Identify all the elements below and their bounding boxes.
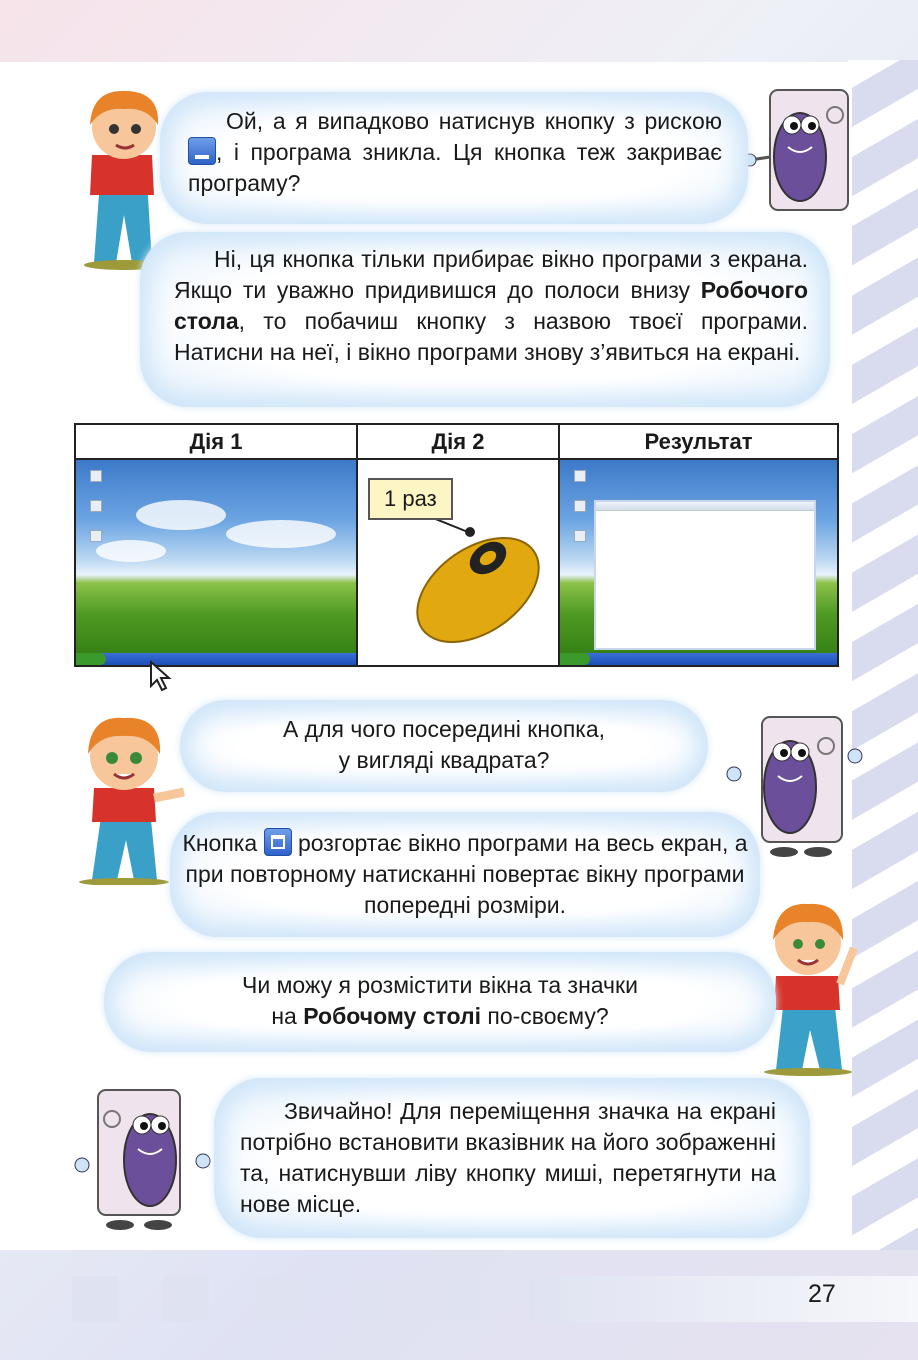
computer-character-icon — [70, 1085, 215, 1235]
boy-question-bubble-3 — [104, 952, 776, 1052]
cursor-arrow-icon — [148, 660, 174, 692]
boy-question-bubble-2 — [180, 700, 708, 792]
header-action-1: Дія 1 — [75, 424, 357, 459]
desktop-screenshot — [75, 459, 357, 666]
mouse-icon — [398, 520, 548, 650]
header-action-2: Дія 2 — [357, 424, 559, 459]
question2-line1: А для чого посередині кнопка, — [282, 716, 606, 742]
footer-decoration — [72, 1276, 118, 1322]
result-screenshot — [559, 459, 838, 666]
answer-text-part1: Ні, ця кнопка тільки прибирає вікно програми з екрана. Якщо ти уважно придивишся до полоси внизу — [174, 246, 808, 303]
click-count-label: 1 раз — [368, 478, 453, 520]
action-table — [74, 423, 839, 667]
table-row — [75, 459, 838, 666]
question3-post: по-своєму? — [480, 1003, 609, 1029]
opened-window — [594, 500, 816, 650]
mouse-click-cell — [357, 459, 559, 666]
computer-character-icon — [740, 85, 865, 225]
page-number: 27 — [808, 1280, 836, 1308]
footer-decoration — [345, 1276, 391, 1322]
answer-text-part2: , то побачиш кнопку з назвою твоєї програми. Натисни на неї, і вікно програми знову з’явиться на екрані. — [174, 308, 808, 365]
question3-line1: Чи можу я розмістити вікна та значки — [242, 972, 638, 998]
maximize-button-icon — [264, 828, 292, 856]
question-text-part1: Ой, а я випадково натиснув кнопку з рискою — [226, 108, 722, 134]
answer3-text: Звичайно! Для переміщення значка на екрані потрібно встановити вказівник на його зображенні та, натиснувши ліву кнопку миші, перетягнути на нове місце. — [240, 1098, 776, 1217]
table-header-row — [75, 424, 838, 459]
footer-decoration — [436, 1276, 482, 1322]
question2-line2: у вигляді квадрата? — [338, 747, 550, 773]
answer2-part2: розгортає вікно програми на весь екран, а при повторному натисканні повертає вікну програми попередні розміри. — [185, 830, 748, 918]
computer-answer-bubble-2 — [170, 812, 760, 937]
question3-pre: на — [271, 1003, 304, 1029]
footer-decoration — [163, 1276, 209, 1322]
header-result: Результат — [559, 424, 838, 459]
computer-answer-bubble-3 — [214, 1078, 810, 1238]
question3-bold-term: Робочому столі — [303, 1003, 481, 1029]
footer-decoration — [254, 1276, 300, 1322]
question-text-part2: , і програма зникла. Ця кнопка теж закриває програму? — [188, 139, 722, 196]
computer-answer-bubble — [140, 232, 830, 407]
taskbar — [76, 653, 356, 665]
start-button — [76, 653, 106, 665]
answer2-part1: Кнопка — [182, 830, 258, 856]
answer-bold-term: Робочого стола — [174, 277, 808, 334]
minimize-button-icon — [188, 137, 216, 165]
boy-question-bubble — [160, 92, 748, 224]
footer-strip — [530, 1276, 918, 1322]
